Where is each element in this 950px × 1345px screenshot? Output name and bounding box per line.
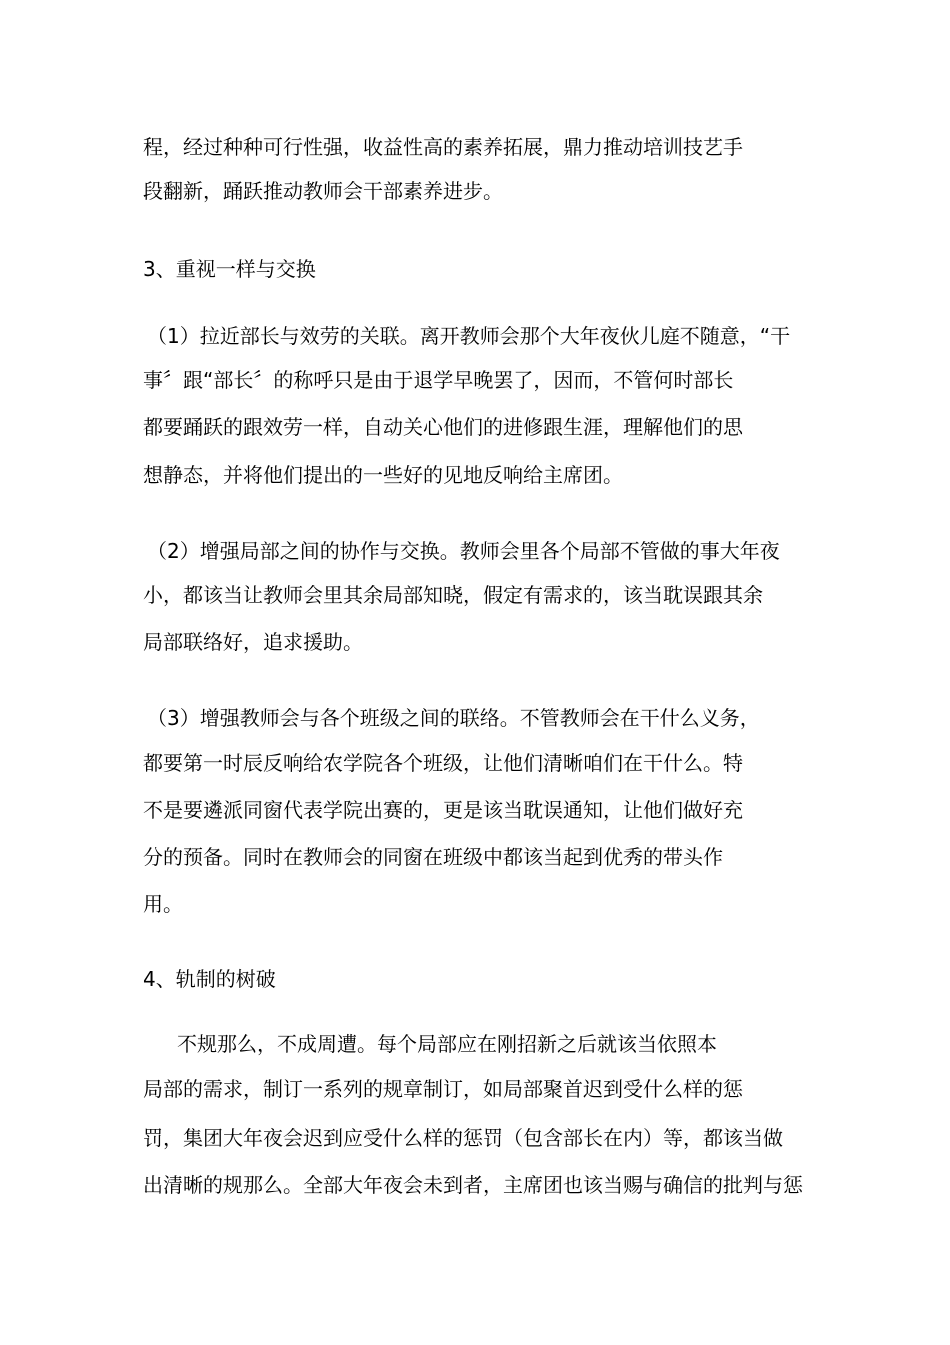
paragraph-line: 用。 bbox=[143, 892, 183, 916]
paragraph-line: 局部联络好，追求援助。 bbox=[143, 630, 363, 654]
paragraph-line: 都要踊跃的跟效劳一样，自动关心他们的进修跟生涯，理解他们的思 bbox=[143, 415, 743, 439]
paragraph-line: 都要第一时辰反响给农学院各个班级，让他们清晰咱们在干什么。特 bbox=[143, 751, 743, 775]
section-heading: 4、轨制的树破 bbox=[143, 967, 276, 991]
paragraph-line: 事〞跟“部长〞的称呼只是由于退学早晚罢了，因而，不管何时部长 bbox=[143, 368, 734, 392]
paragraph-line: （1）拉近部长与效劳的关联。离开教师会那个大年夜伙儿庭不随意，“干 bbox=[147, 324, 791, 348]
paragraph-line: 不规那么，不成周遭。每个局部应在刚招新之后就该当依照本 bbox=[177, 1032, 717, 1056]
paragraph-line: 程，经过种种可行性强，收益性高的素养拓展，鼎力推动培训技艺手 bbox=[143, 135, 743, 159]
paragraph-line: 罚，集团大年夜会迟到应受什么样的惩罚（包含部长在内）等，都该当做 bbox=[143, 1126, 783, 1150]
paragraph-line: （2）增强局部之间的协作与交换。教师会里各个局部不管做的事大年夜 bbox=[147, 539, 780, 563]
paragraph-line: 出清晰的规那么。全部大年夜会未到者，主席团也该当赐与确信的批判与惩 bbox=[143, 1173, 803, 1197]
paragraph-line: 分的预备。同时在教师会的同窗在班级中都该当起到优秀的带头作 bbox=[143, 845, 723, 869]
paragraph-line: 不是要遴派同窗代表学院出赛的，更是该当耽误通知，让他们做好充 bbox=[143, 798, 743, 822]
paragraph-line: 想静态，并将他们提出的一些好的见地反响给主席团。 bbox=[143, 463, 623, 487]
section-heading: 3、重视一样与交换 bbox=[143, 257, 316, 281]
paragraph-line: 局部的需求，制订一系列的规章制订，如局部聚首迟到受什么样的惩 bbox=[143, 1077, 743, 1101]
paragraph-line: （3）增强教师会与各个班级之间的联络。不管教师会在干什么义务， bbox=[147, 706, 760, 730]
paragraph-line: 段翻新，踊跃推动教师会干部素养进步。 bbox=[143, 179, 503, 203]
paragraph-line: 小，都该当让教师会里其余局部知晓，假定有需求的，该当耽误跟其余 bbox=[143, 583, 763, 607]
